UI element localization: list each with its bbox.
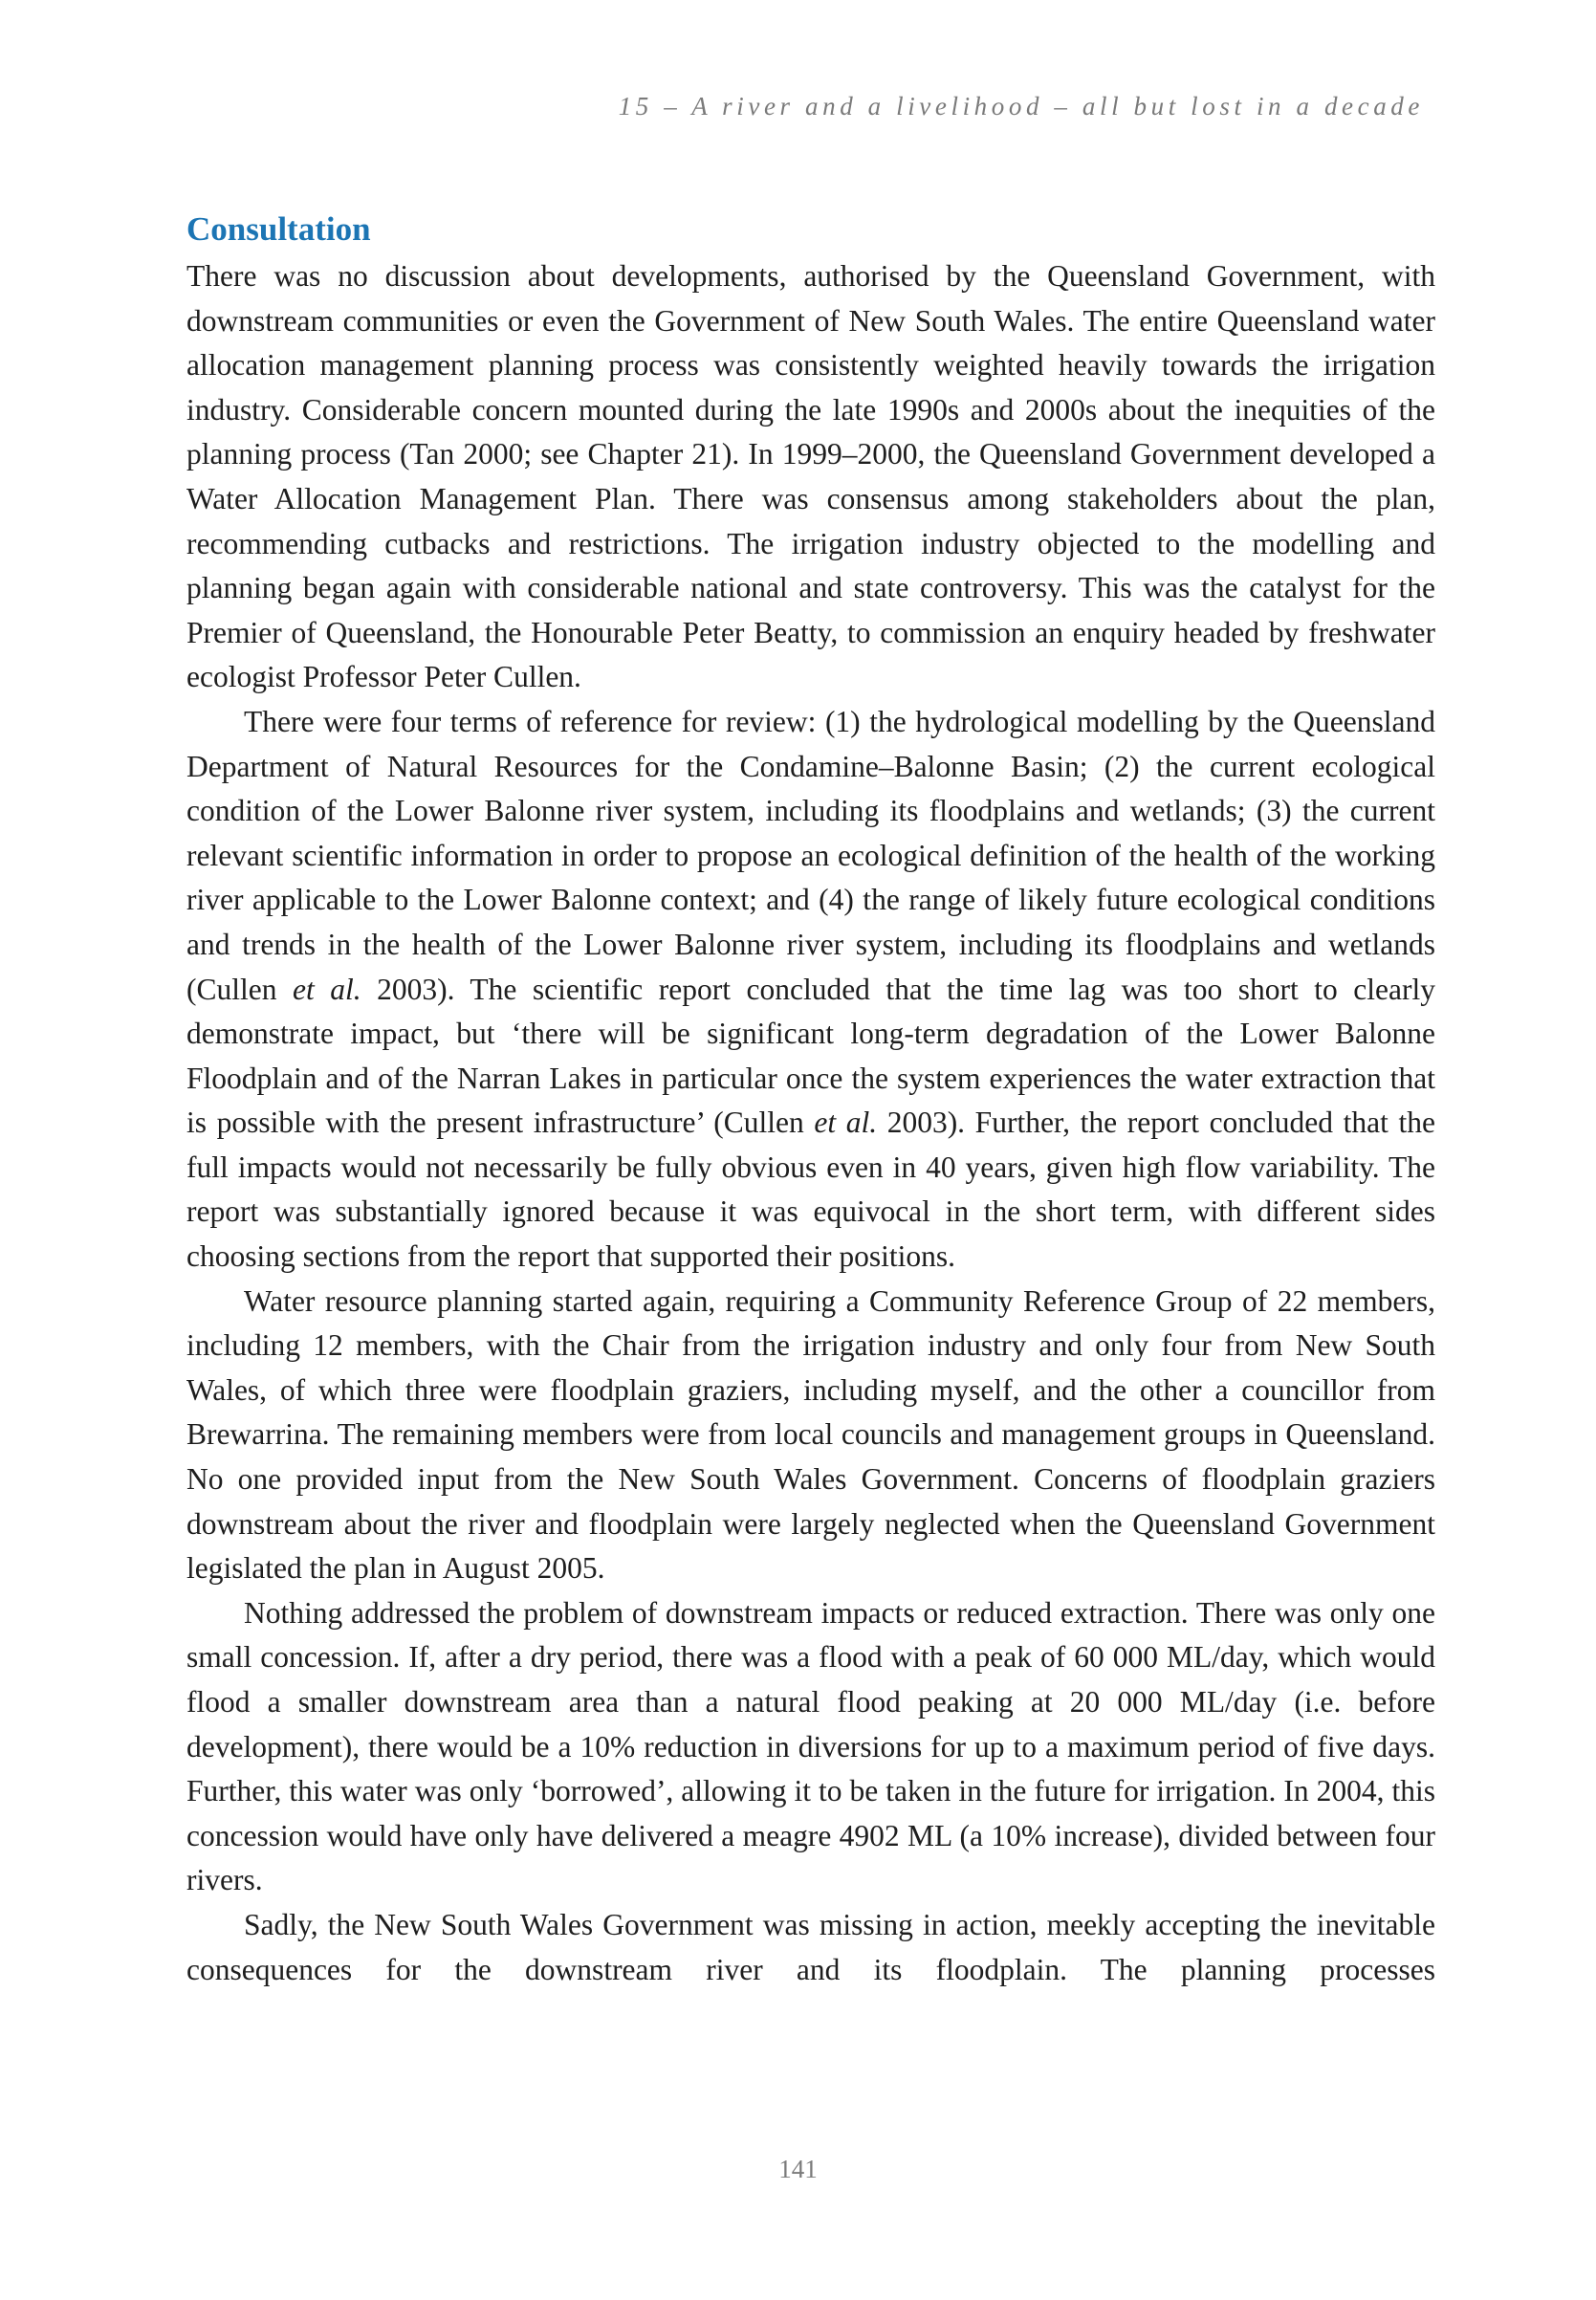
paragraph-text: Water resource planning started again, requiring a Community Reference Group of 22 members, including 12 members, with the Chair from the irrigation industry and only four from New South Wales, of which three were floodplain graziers, including myself, and the other a councillor from Brewarrina. The remaining members were from local councils and management groups in Queensland. No one provided input from the New South Wales Government. Concerns of floodplain graziers downstream about the river and floodplain were largely neglected when the Queensland Government legislated the plan in August 2005. bbox=[186, 1283, 1435, 1586]
paragraph-5 bbox=[186, 1903, 1435, 1992]
paragraph-text: Sadly, the New South Wales Government was missing in action, meekly accepting the inevitable consequences for the downstream river and its floodplain. The planning processes bbox=[186, 1907, 1435, 1986]
paragraph-1 bbox=[186, 254, 1435, 700]
section-heading: Consultation bbox=[186, 210, 371, 248]
citation-et-al: et al. bbox=[292, 972, 361, 1006]
paragraph-4 bbox=[186, 1591, 1435, 1903]
paragraph-text: Nothing addressed the problem of downstream impacts or reduced extraction. There was only one small concession. If, after a dry period, there was a flood with a peak of 60 000 ML/day, which would flood a smaller downstream area than a natural flood peaking at 20 000 ML/day (i.e. before development), there would be a 10% reduction in diversions for up to a maximum period of five days. Further, this water was only ‘borrowed’, allowing it to be taken in the future for irrigation. In 2004, this concession would have only have delivered a meagre 4902 ML (a 10% increase), divided between four rivers. bbox=[186, 1595, 1435, 1897]
running-head: 15 – A river and a livelihood – all but lost in a decade bbox=[618, 92, 1424, 120]
page-number: 141 bbox=[778, 2155, 818, 2183]
paragraph-2 bbox=[186, 700, 1435, 1280]
paragraph-text: 2003). Further, the report concluded that the full impacts would not necessarily be fully obvious even in 40 years, given high flow variability. The report was substantially ignored because it was equivocal in the short term, with different sides choosing sections from the report that supported their positions. bbox=[186, 1106, 1435, 1274]
page-body bbox=[186, 208, 1435, 1992]
citation-et-al: et al. bbox=[814, 1106, 878, 1140]
paragraph-text: There were four terms of reference for review: (1) the hydrological modelling by the Queensland Department of Natural Resources for the Condamine–Balonne Basin; (2) the current ecological condition of the Lower Balonne river system, including its floodplains and wetlands; (3) the current relevant scientific information in order to propose an ecological definition of the health of the working river applicable to the Lower Balonne context; and (4) the range of likely future ecological conditions and trends in the health of the Lower Balonne river system, including its floodplains and wetlands (Cullen bbox=[186, 704, 1435, 1006]
paragraph-3 bbox=[186, 1280, 1435, 1591]
paragraph-text: There was no discussion about developments, authorised by the Queensland Government, with downstream communities or even the Government of New South Wales. The entire Queensland water allocation management planning process was consistently weighted heavily towards the irrigation industry. Considerable concern mounted during the late 1990s and 2000s about the inequities of the planning process (Tan 2000; see Chapter 21). In 1999–2000, the Queensland Government developed a Water Allocation Management Plan. There was consensus among stakeholders about the plan, recommending cutbacks and restrictions. The irrigation industry objected to the modelling and planning began again with considerable national and state controversy. This was the catalyst for the Premier of Queensland, the Honourable Peter Beatty, to commission an enquiry headed by freshwater ecologist Professor Peter Cullen. bbox=[186, 259, 1435, 694]
paragraph-text: 2003). The scientific report concluded that the time lag was too short to clearly demonstrate impact, but ‘there will be significant long-term degradation of the Lower Balonne Floodplain and of the Narran Lakes in particular once the system experiences the water extraction that is possible with the present infrastructure’ (Cullen bbox=[186, 972, 1435, 1140]
